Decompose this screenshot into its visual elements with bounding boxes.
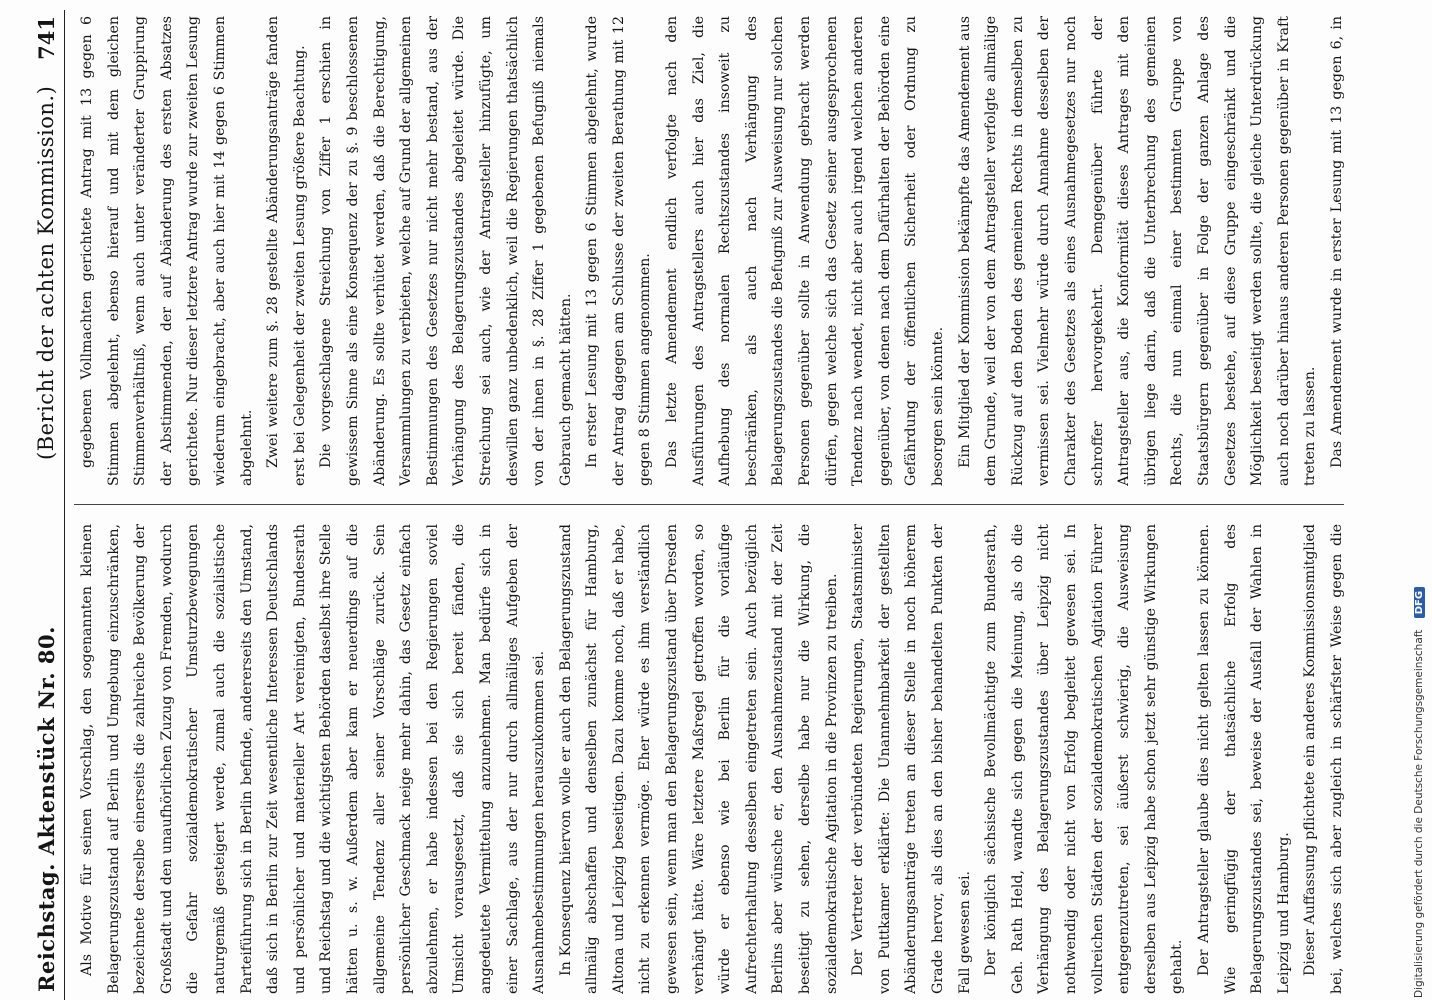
paragraph: Ein Mitglied der Kommission bekämpfte das Amendement aus dem Grunde, weil der von dem Antragsteller verfolgte allmälige Rückzug auf den Boden des gemeinen Rechts in demselben zu vermissen sei. Vielmehr würde durch Annahme desselben der Charakter des Gesetzes als eines Ausnahmegesetzes nur noch schroffer hervorgekehrt. Demgegenüber führte der Antragsteller aus, die Konformität dieses Antrages mit den übrigen liege darin, daß die Unterbrechung des gemeinen Rechts, die nun einmal einer bestimmten Gruppe von Staatsbürgern gegenüber in Folge der ganzen Anlage des Gesetzes bestehe, auf diese Gruppe eingeschränkt und die Möglichkeit beseitigt werden sollte, die gleiche Unterdrückung auch noch darüber hinaus anderen Personen gegenüber in Kraft treten zu lassen. <box>956 16 1319 486</box>
text-column-left <box>74 524 1354 994</box>
column-divider <box>74 504 1344 505</box>
paragraph: Der Vertreter der verbündeten Regierungen, Staatsminister von Puttkamer erklärte: Die Unannehmbarkeit der gestellten Abänderungsanträge treten an dieser Stelle in noch höherem Grade hervor, als dies an den bisher behandelten Punkten der Fall gewesen sei. <box>850 524 973 994</box>
running-head <box>30 10 65 1000</box>
paragraph: Als Motive für seinen Vorschlag, den sogenannten kleinen Belagerungszustand auf Berlin und Umgebung einzuschränken, bezeichnete derselbe einerseits die zahlreiche Bevölkerung der Großstadt und den unaufhörlichen Zuzug von Fremden, wodurch die Gefahr sozialdemokratischer Umsturzbewegungen naturgemäß gesteigert werde, zumal auch die sozialistische Parteiführung sich in Berlin befinde, andererseits den Umstand, daß sich in Berlin zur Zeit wesentliche Interessen Deutschlands und persönlicher und materieller Art vereinigten, Bundesrath und Reichstag und die wichtigsten Behörden daselbst ihre Stelle hätten u. s. w. Außerdem aber kam er neuerdings auf die allgemeine Tendenz aller seiner Vorschläge zurück. Sein persönlicher Geschmack neige mehr dahin, das Gesetz einfach abzulehnen, er habe indessen bei den Regierungen soviel Umsicht vorausgesetzt, daß sie sich bereit fänden, die angedeutete Vermittelung anzunehmen. Man bedürfe sich in einer Sachlage, aus der nur durch allmäliges Aufgeben der Ausnahmebestimmungen herauszukommen sei. <box>79 524 548 994</box>
paragraph: Der Antragsteller glaube dies nicht gelten lassen zu können. Wie geringfügig der thatsächliche Erfolg des Belagerungszustandes sei, beweise der Ausfall der Wahlen in Leipzig und Hamburg. <box>1195 524 1292 994</box>
paragraph: In Konsequenz hiervon wolle er auch den Belagerungszustand allmälig abschaffen und denselben zunächst für Hamburg, Altona und Leipzig beseitigen. Dazu komme noch, daß er habe, nicht zu erkennen vermöge. Eher würde es ihm verständlich gewesen sein, wenn man den Belagerungszustand über Dresden verhängt hätte. Wäre letztere Maßregel getroffen worden, so würde er ebenso wie bei Berlin für die vorläufige Aufrechterhaltung desselben eingetreten sein. Auch bezüglich Berlins aber wünsche er, den Ausnahmezustand mit der Zeit beseitigt zu sehen, derselbe habe nur die Wirkung, die sozialdemokratische Agitation in die Provinzen zu treiben. <box>557 524 840 994</box>
paragraph: Zwei weitere zum §. 28 gestellte Abänderungsanträge fanden erst bei Gelegenheit der zweiten Lesung größere Beachtung. <box>265 16 308 486</box>
running-head-left: Reichstag. Aktenstück Nr. 80. <box>34 626 59 992</box>
running-head-right: (Bericht der achten Kommission.) <box>34 85 58 460</box>
paragraph: Der königlich sächsische Bevollmächtigte zum Bundesrath, Geh. Rath Held, wandte sich gegen die Meinung, als ob die Verhängung des Belagerungszustandes über Leipzig nicht nothwendig oder nicht von Erfolg begleitet gewesen sei. In vollreichen Städten der sozialdemokratischen Agitation Führer entgegenzutreten, sei äußerst schwierig, die Ausweisung derselben aus Leipzig habe schon jetzt sehr günstige Wirkungen gehabt. <box>983 524 1186 994</box>
paragraph: gegebenen Vollmachten gerichtete Antrag mit 13 gegen 6 Stimmen abgelehnt, ebenso hierauf und mit dem gleichen Stimmenverhältniß, wenn auch unter veränderter Gruppirung der Abstimmenden, der auf Abänderung des ersten Absatzes gerichtete. Nur dieser letztere Antrag wurde zur zweiten Lesung wiederum eingebracht, aber auch hier mit 14 gegen 6 Stimmen abgelehnt. <box>79 16 255 486</box>
text-column-right <box>74 16 1354 486</box>
dfg-logo: DFG <box>1414 587 1425 618</box>
credit-text: Digitalisierung gefördert durch die Deutsche Forschungsgemeinschaft <box>1413 629 1425 998</box>
paragraph: Das Amendement wurde in erster Lesung mit 13 gegen 6, in <box>1328 16 1345 468</box>
paragraph: Das letzte Amendement endlich verfolgte nach den Ausführungen des Antragstellers auch hier das Ziel, die Aufhebung des normalen Rechtszustandes insoweit zu beschränken, als auch nach Verhängung des Belagerungszustandes die Befugniß zur Ausweisung nur solchen Personen gegenüber sollte in Anwendung gebracht werden dürfen, gegen welche sich das Gesetz seiner ausgesprochenen Tendenz nach wendet, nicht aber auch irgend welchen anderen gegenüber, von denen nach dem Dafürhalten der Behörden eine Gefährdung der öffentlichen Sicherheit oder Ordnung zu besorgen sein könnte. <box>664 16 946 486</box>
page-number: 741 <box>34 16 59 60</box>
rotated-document-page <box>30 10 1370 1000</box>
paragraph: In erster Lesung mit 13 gegen 6 Stimmen abgelehnt, wurde der Antrag dagegen am Schlusse der zweiten Berathung mit 12 gegen 8 Stimmen angenommen. <box>584 16 654 486</box>
paragraph: Die vorgeschlagene Streichung von Ziffer 1 erschien in gewissem Sinne als eine Konsequenz der zu §. 9 beschlossenen Abänderung. Es sollte verhütet werden, daß die Berechtigung, Versammlungen zu verbieten, welche auf Grund der allgemeinen Bestimmungen des Gesetzes nur nicht mehr bestand, aus der Verhängung des Belagerungszustandes abgeleitet würde. Die Streichung sei auch, wie der Antragsteller hinzufügte, um deswillen ganz unbedenklich, weil die Regierungen thatsächlich von der ihnen in §. 28 Ziffer 1 gegebenen Befugniß niemals Gebrauch gemacht hätten. <box>318 16 574 486</box>
digitization-credit <box>1413 18 1425 998</box>
paragraph: Dieser Auffassung pflichtete ein anderes Kommissionsmitglied bei, welches sich aber zugleich in schärfster Weise gegen die <box>1302 524 1345 994</box>
